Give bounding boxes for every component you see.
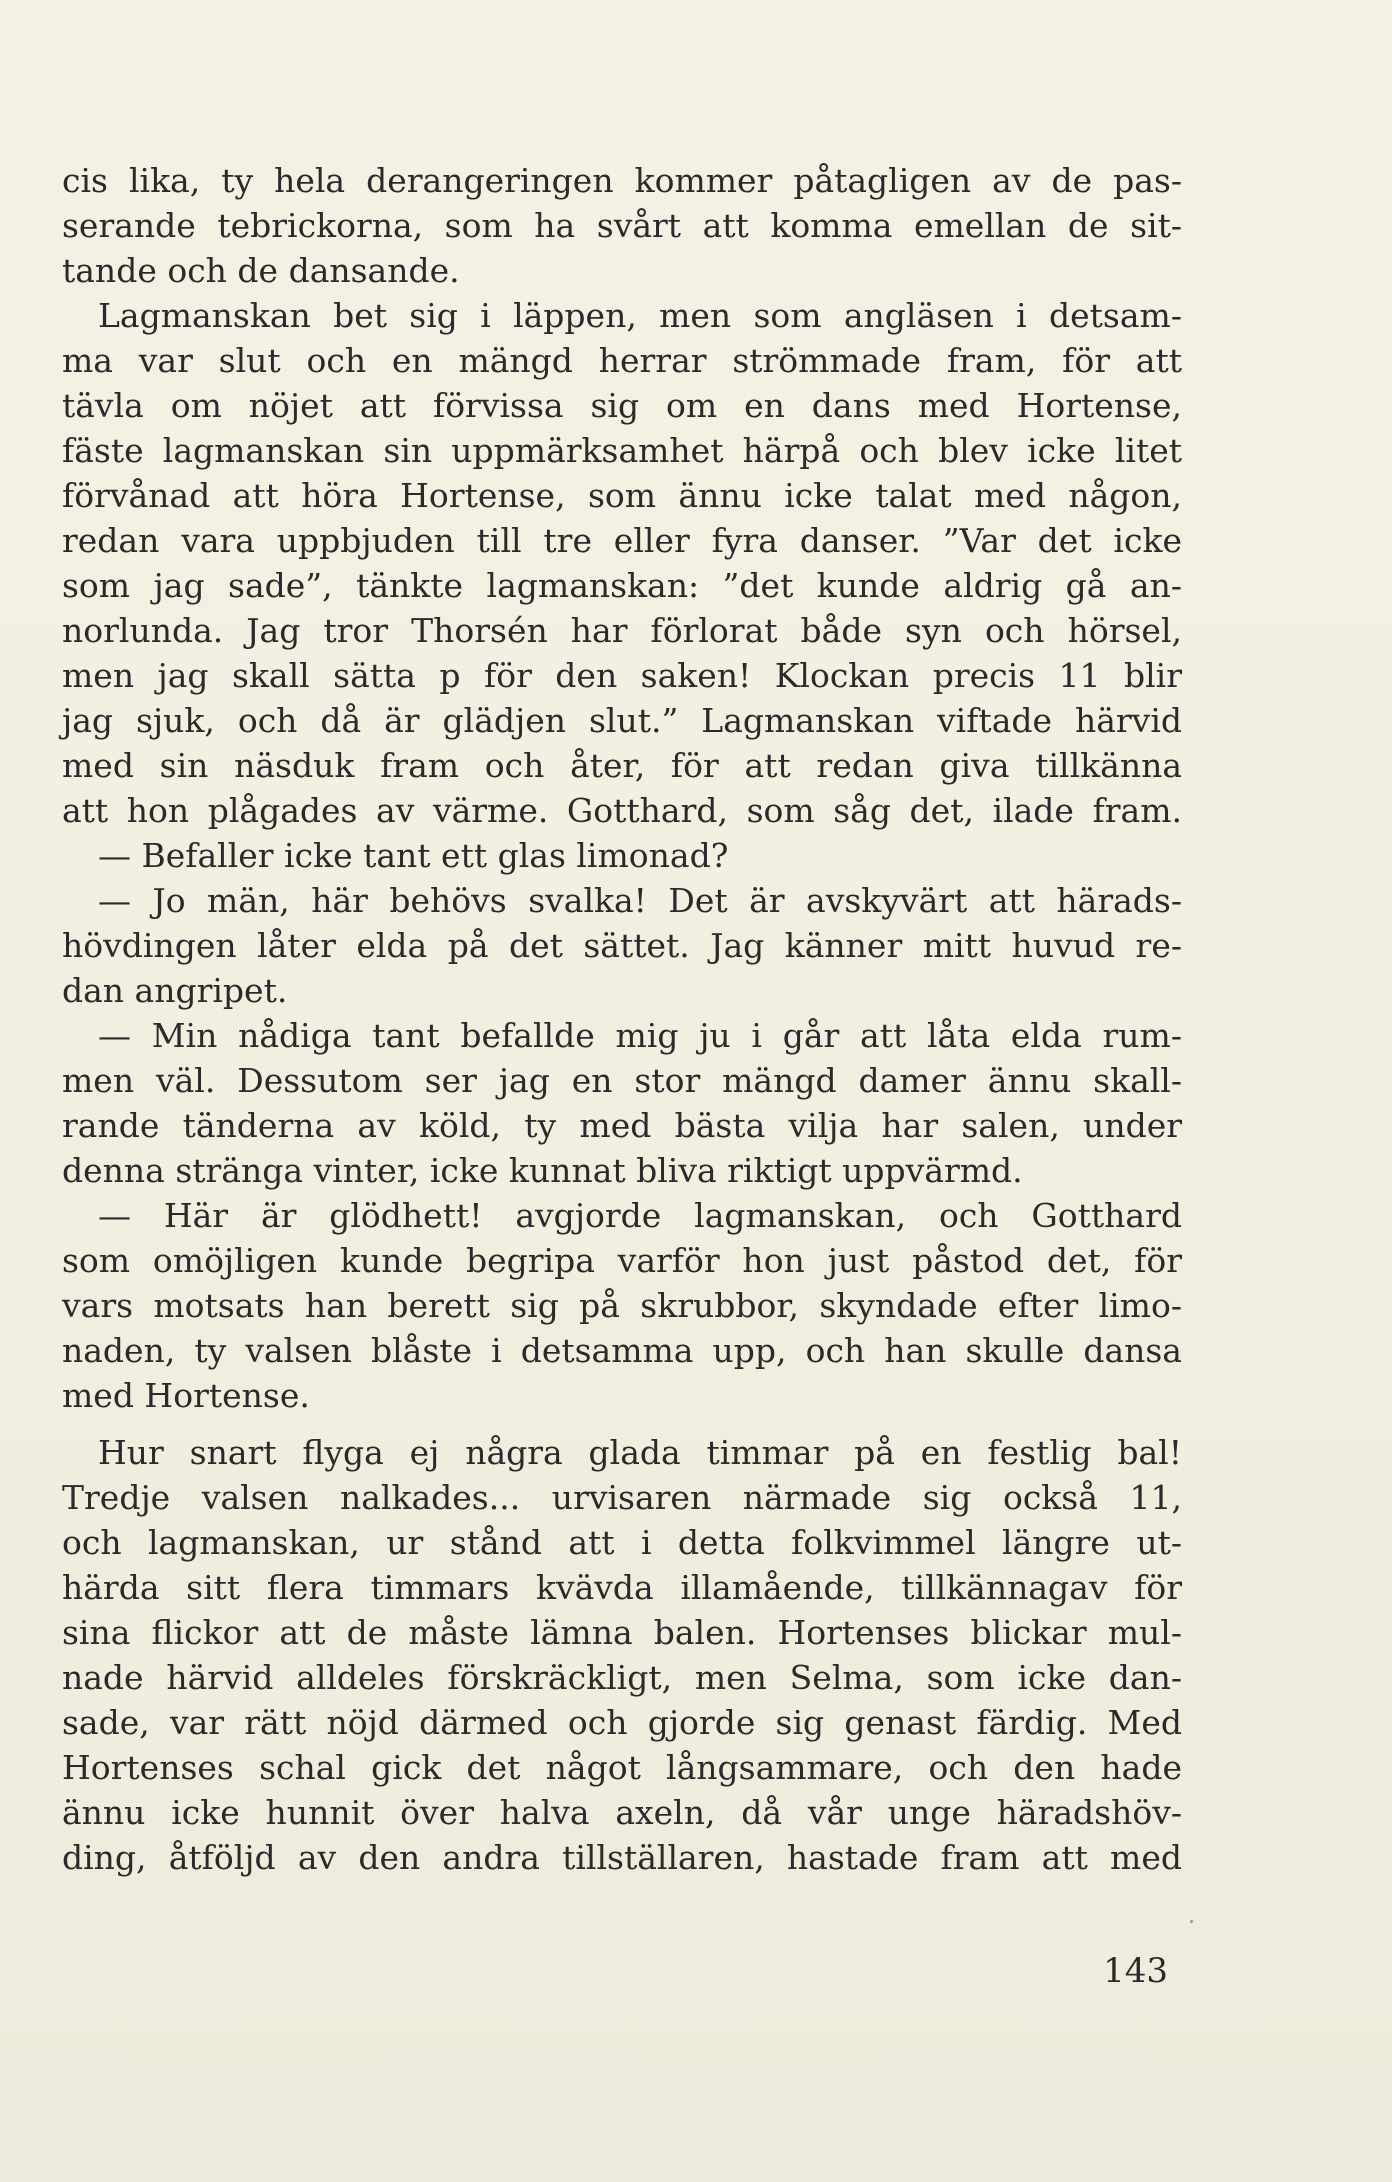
text-line: dan angripet. bbox=[62, 971, 288, 1010]
text-line: nade härvid alldeles förskräckligt, men Selma, som icke dan- bbox=[62, 1658, 1182, 1697]
text-line: naden, ty valsen blåste i detsamma upp, och han skulle dansa bbox=[62, 1331, 1182, 1370]
text-line: vars motsats han berett sig på skrubbor, skyndade efter limo- bbox=[62, 1286, 1182, 1325]
text-line: Tredje valsen nalkades... urvisaren närmade sig också 11, bbox=[62, 1478, 1182, 1517]
text-line: ma var slut och en mängd herrar strömmade fram, för att bbox=[62, 341, 1182, 380]
text-line: och lagmanskan, ur stånd att i detta folkvimmel längre ut- bbox=[62, 1523, 1182, 1562]
text-line: som omöjligen kunde begripa varför hon just påstod det, för bbox=[62, 1241, 1182, 1280]
text-line: tävla om nöjet att förvissa sig om en dans med Hortense, bbox=[62, 386, 1182, 425]
text-line: Hur snart flyga ej några glada timmar på en festlig bal! bbox=[98, 1433, 1182, 1472]
text-line: serande tebrickorna, som ha svårt att komma emellan de sit- bbox=[62, 206, 1182, 245]
text-line: sade, var rätt nöjd därmed och gjorde sig genast färdig. Med bbox=[62, 1703, 1182, 1742]
text-line: men jag skall sätta p för den saken! Klockan precis 11 blir bbox=[62, 656, 1182, 695]
text-line: tande och de dansande. bbox=[62, 251, 460, 290]
text-line: hövdingen låter elda på det sättet. Jag känner mitt huvud re- bbox=[62, 926, 1182, 965]
text-line: — Min nådiga tant befallde mig ju i går att låta elda rum- bbox=[98, 1016, 1182, 1055]
text-line: förvånad att höra Hortense, som ännu icke talat med någon, bbox=[62, 476, 1182, 515]
text-line: — Befaller icke tant ett glas limonad? bbox=[98, 836, 729, 875]
text-line: redan vara uppbjuden till tre eller fyra danser. ”Var det icke bbox=[62, 521, 1182, 560]
text-line: med Hortense. bbox=[62, 1376, 310, 1415]
text-line: som jag sade”, tänkte lagmanskan: ”det kunde aldrig gå an- bbox=[62, 566, 1182, 605]
text-line: att hon plågades av värme. Gotthard, som såg det, ilade fram. bbox=[62, 791, 1182, 830]
text-line: Hortenses schal gick det något långsammare, och den hade bbox=[62, 1748, 1182, 1787]
text-line: norlunda. Jag tror Thorsén har förlorat både syn och hörsel, bbox=[62, 611, 1182, 650]
text-line: fäste lagmanskan sin uppmärksamhet härpå och blev icke litet bbox=[62, 431, 1182, 470]
text-line: sina flickor att de måste lämna balen. Hortenses blickar mul- bbox=[62, 1613, 1182, 1652]
text-line: härda sitt flera timmars kvävda illamående, tillkännagav för bbox=[62, 1568, 1182, 1607]
text-line: rande tänderna av köld, ty med bästa vilja har salen, under bbox=[62, 1106, 1182, 1145]
page-number: 143 bbox=[1103, 1951, 1168, 1991]
body-text bbox=[62, 158, 1182, 1880]
text-line: med sin näsduk fram och åter, för att redan giva tillkänna bbox=[62, 746, 1182, 785]
text-line: — Jo män, här behövs svalka! Det är avskyvärt att härads- bbox=[98, 881, 1182, 920]
paper-speck bbox=[1190, 1920, 1193, 1923]
text-line: jag sjuk, och då är glädjen slut.” Lagmanskan viftade härvid bbox=[62, 701, 1182, 740]
paragraph-gap bbox=[62, 1418, 1182, 1430]
text-line: cis lika, ty hela derangeringen kommer påtagligen av de pas- bbox=[62, 161, 1182, 200]
text-line: men väl. Dessutom ser jag en stor mängd damer ännu skall- bbox=[62, 1061, 1182, 1100]
text-line: — Här är glödhett! avgjorde lagmanskan, och Gotthard bbox=[98, 1196, 1182, 1235]
text-line: Lagmanskan bet sig i läppen, men som angläsen i detsam- bbox=[98, 296, 1182, 335]
text-line: denna stränga vinter, icke kunnat bliva riktigt uppvärmd. bbox=[62, 1151, 1023, 1190]
text-line: ännu icke hunnit över halva axeln, då vår unge häradshöv- bbox=[62, 1793, 1182, 1832]
text-line: ding, åtföljd av den andra tillställaren, hastade fram att med bbox=[62, 1838, 1182, 1877]
